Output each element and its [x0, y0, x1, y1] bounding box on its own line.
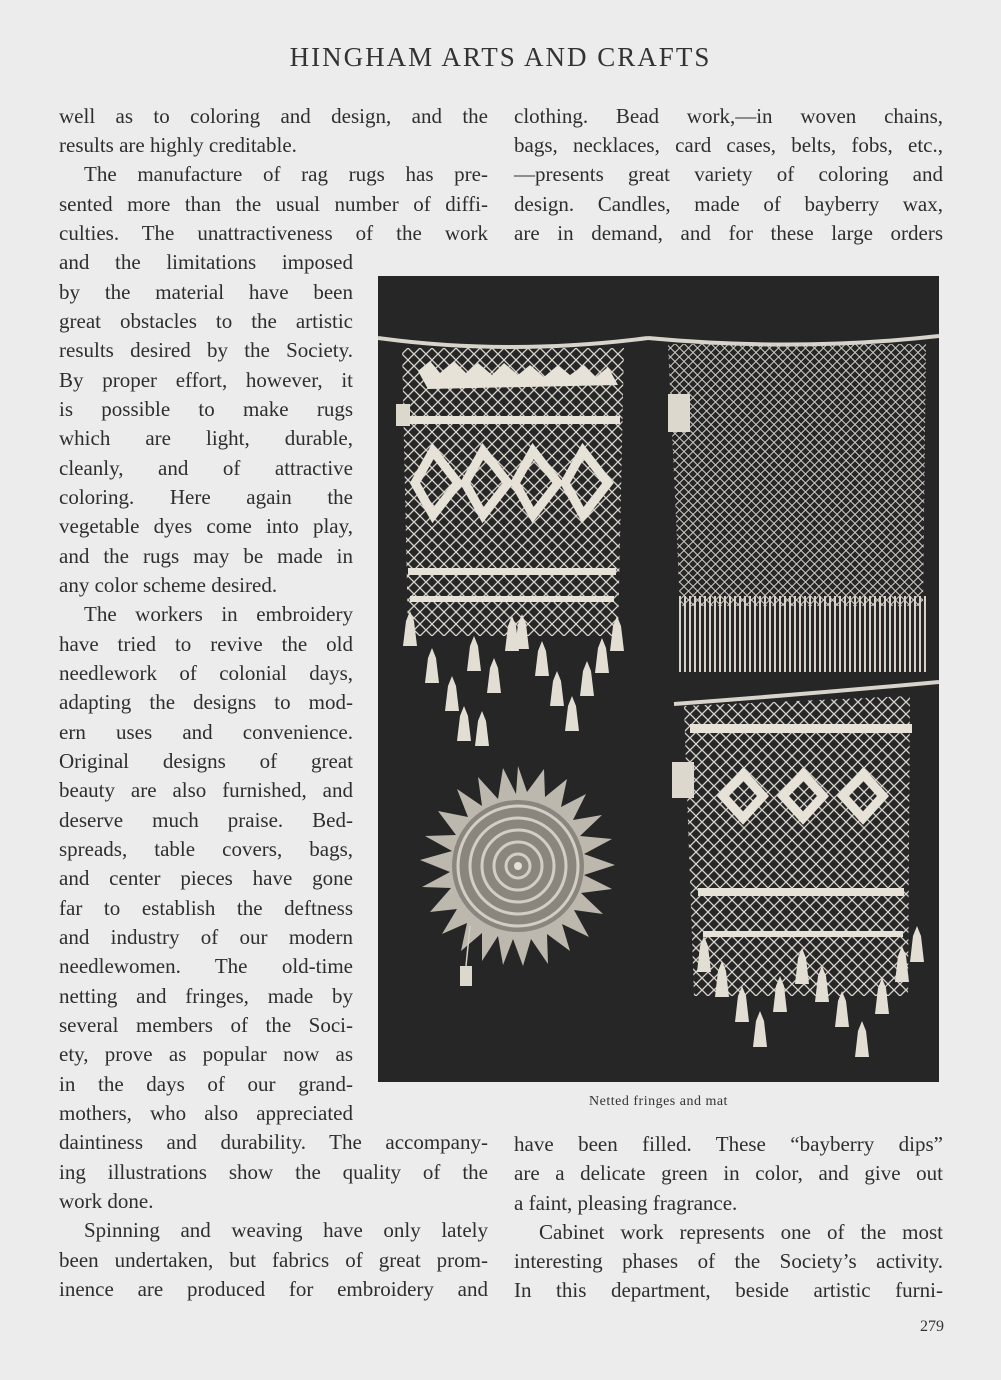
- text-line: and the rugs may be made in: [59, 544, 353, 568]
- text-line: results are highly creditable.: [59, 133, 297, 157]
- figure-caption: Netted fringes and mat: [589, 1094, 728, 1109]
- text-line: ety, prove as popular now as: [59, 1042, 353, 1066]
- text-line: By proper effort, however, it: [59, 368, 353, 392]
- text-line: results desired by the Society.: [59, 338, 353, 362]
- text-line: work done.: [59, 1189, 154, 1213]
- text-line: In this department, beside artistic furni-: [514, 1278, 943, 1302]
- text-line: culties. The unattractiveness of the work: [59, 221, 488, 245]
- text-line: needlework of colonial days,: [59, 661, 353, 685]
- text-line: vegetable dyes come into play,: [59, 514, 353, 538]
- text-line: far to establish the deftness: [59, 896, 353, 920]
- text-line: have been filled. These “bayberry dips”: [514, 1132, 943, 1156]
- text-line: have tried to revive the old: [59, 632, 353, 656]
- text-line: are in demand, and for these large orders: [514, 221, 943, 245]
- text-line: well as to coloring and design, and the: [59, 104, 488, 128]
- text-line: adapting the designs to mod-: [59, 690, 353, 714]
- text-line: cleanly, and of attractive: [59, 456, 353, 480]
- text-line: bags, necklaces, card cases, belts, fobs, etc.,: [514, 133, 943, 157]
- text-line: and industry of our modern: [59, 925, 353, 949]
- text-line: and the limitations imposed: [59, 250, 353, 274]
- text-line: is possible to make rugs: [59, 397, 353, 421]
- text-line: The manufacture of rag rugs has pre-: [84, 162, 488, 186]
- text-line: ing illustrations show the quality of the: [59, 1160, 488, 1184]
- text-line: design. Candles, made of bayberry wax,: [514, 192, 943, 216]
- text-line: The workers in embroidery: [84, 602, 353, 626]
- text-line: daintiness and durability. The accompany-: [59, 1130, 488, 1154]
- text-line: netting and fringes, made by: [59, 984, 353, 1008]
- text-line: spreads, table covers, bags,: [59, 837, 353, 861]
- text-line: inence are produced for embroidery and: [59, 1277, 488, 1301]
- text-line: any color scheme desired.: [59, 573, 278, 597]
- text-line: coloring. Here again the: [59, 485, 353, 509]
- text-line: needlewomen. The old-time: [59, 954, 353, 978]
- text-line: Cabinet work represents one of the most: [539, 1220, 943, 1244]
- text-line: sented more than the usual number of diffi-: [59, 192, 488, 216]
- text-line: Original designs of great: [59, 749, 353, 773]
- text-line: mothers, who also appreciated: [59, 1101, 353, 1125]
- text-line: clothing. Bead work,—in woven chains,: [514, 104, 943, 128]
- text-line: and center pieces have gone: [59, 866, 353, 890]
- text-line: beauty are also furnished, and: [59, 778, 353, 802]
- text-line: a faint, pleasing fragrance.: [514, 1191, 738, 1215]
- text-line: which are light, durable,: [59, 426, 353, 450]
- page-number: 279: [920, 1318, 944, 1335]
- text-line: great obstacles to the artistic: [59, 309, 353, 333]
- text-line: ern uses and convenience.: [59, 720, 353, 744]
- text-line: by the material have been: [59, 280, 353, 304]
- text-line: in the days of our grand-: [59, 1072, 353, 1096]
- text-line: several members of the Soci-: [59, 1013, 353, 1037]
- text-line: interesting phases of the Society’s activity.: [514, 1249, 943, 1273]
- text-line: Spinning and weaving have only lately: [84, 1218, 488, 1242]
- running-header: HINGHAM ARTS AND CRAFTS: [289, 42, 712, 72]
- text-line: been undertaken, but fabrics of great prom-: [59, 1248, 488, 1272]
- text-line: are a delicate green in color, and give out: [514, 1161, 943, 1185]
- text-line: deserve much praise. Bed-: [59, 808, 353, 832]
- netted-fringes-photo: [378, 276, 939, 1082]
- netted-fringe-right: [648, 336, 939, 672]
- text-line: —presents great variety of coloring and: [514, 162, 943, 186]
